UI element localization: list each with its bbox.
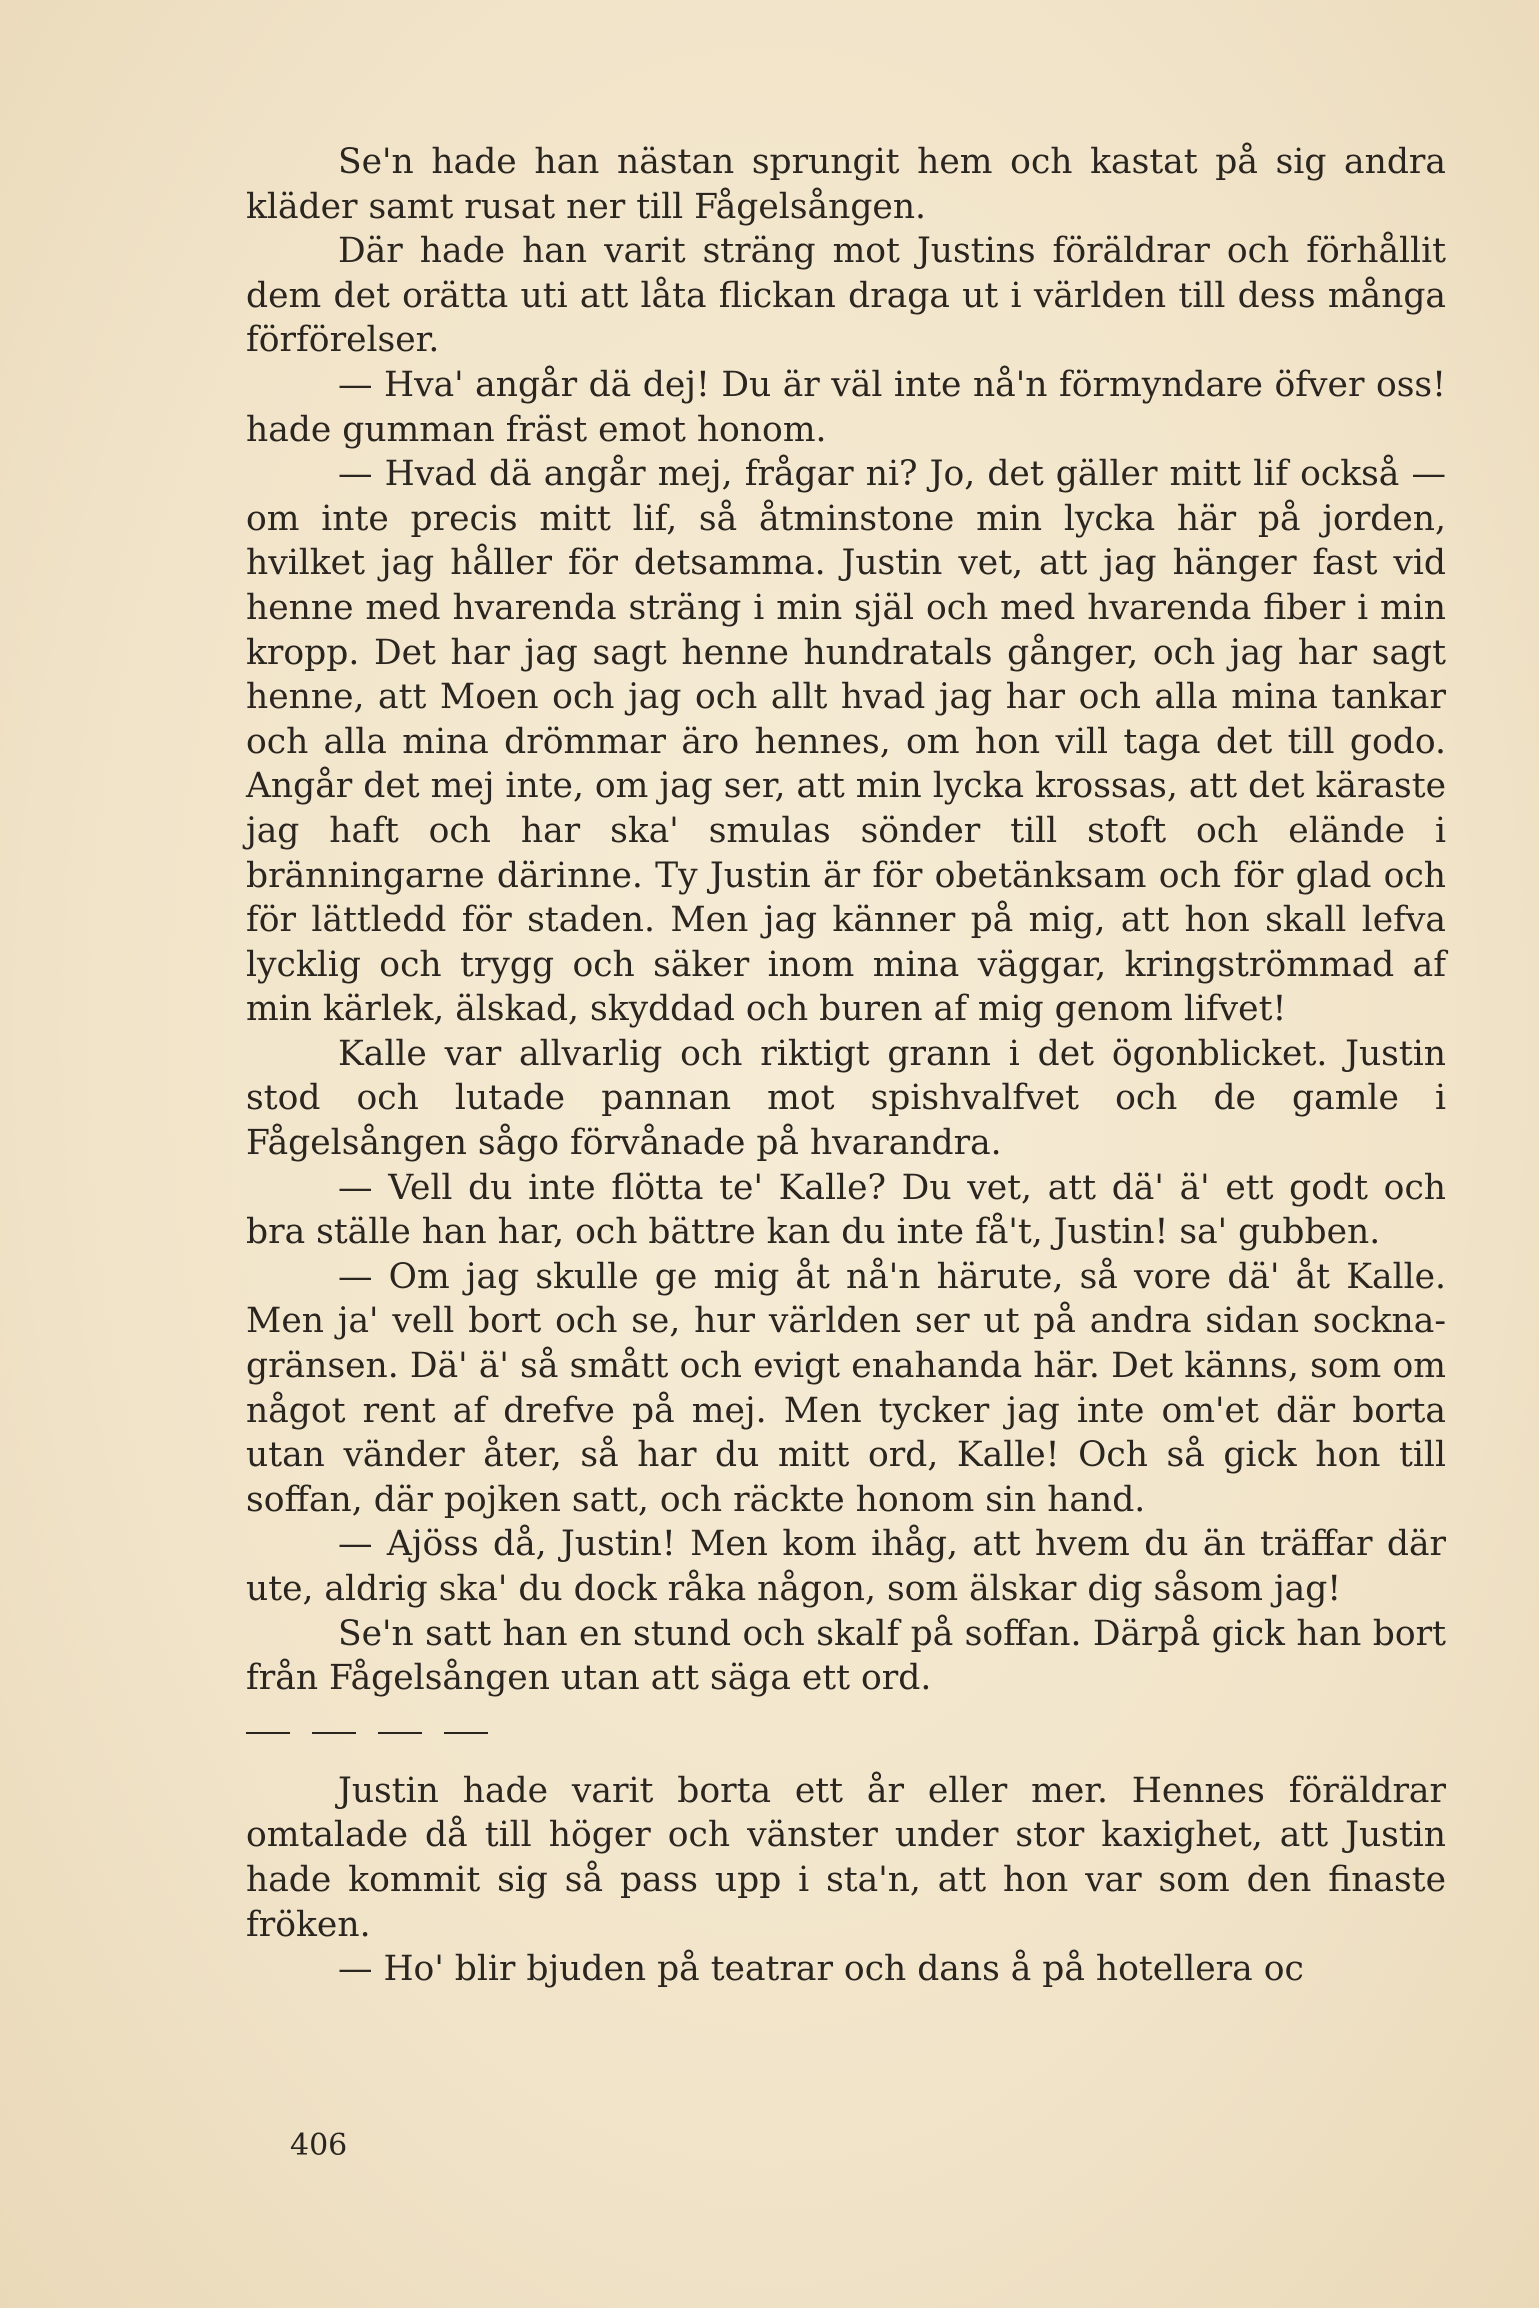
paragraph-8: — Ajöss då, Justin! Men kom ihåg, att hvem du än träffar där ute, aldrig ska' du dock råka någon, som älskar dig såsom jag!: [246, 1524, 1446, 1609]
body-text: [246, 140, 1446, 1992]
paragraph-3: — Hva' angår dä dej! Du är väl inte nå'n förmyndare öfver oss! hade gumman fräst emot honom.: [246, 364, 1446, 450]
paragraph-7: — Om jag skulle ge mig åt nå'n härute, så vore dä' åt Kalle. Men ja' vell bort och se, hur världen ser ut på andra sidan sockna-gränsen. Dä' ä' så smått och evigt enahanda här. Det känns, som om något rent af drefve på mej. Men tycker jag inte om'et där borta utan vänder åter, så har du mitt ord, Kalle! Och så gick hon till soffan, där pojken satt, och räckte honom sin hand.: [246, 1256, 1446, 1520]
paragraph-11: — Ho' blir bjuden på teatrar och dans å på hotellera oc: [338, 1949, 1304, 1990]
separator-dash: [312, 1732, 356, 1734]
separator-dash: [246, 1732, 290, 1734]
paragraph-4: — Hvad dä angår mej, frågar ni? Jo, det gäller mitt lif också — om inte precis mitt lif, så åtminstone min lycka här på jorden, hvilket jag håller för detsamma. Justin vet, att jag hänger fast vid henne med hvarenda sträng i min själ och med hvarenda fiber i min kropp. Det har jag sagt henne hundratals gånger, och jag har sagt henne, att Moen och jag och allt hvad jag har och alla mina tankar och alla mina drömmar äro hennes, om hon vill taga det till godo. Angår det mej inte, om jag ser, att min lycka krossas, att det käraste jag haft och har ska' smulas sönder till stoft och elände i bränningarne därinne. Ty Justin är för obetänksam och för glad och för lättledd för staden. Men jag känner på mig, att hon skall lefva lycklig och trygg och säker inom mina väggar, kringströmmad af min kärlek, älskad, skyddad och buren af mig genom lifvet!: [246, 454, 1446, 1030]
paragraph-5: Kalle var allvarlig och riktigt grann i det ögonblicket. Justin stod och lutade pannan mot spishvalfvet och de gamle i Fågelsången sågo förvånade på hvarandra.: [246, 1033, 1446, 1164]
section-separator: [246, 1723, 1446, 1743]
separator-dash: [378, 1732, 422, 1734]
paragraph-9: Se'n satt han en stund och skalf på soffan. Därpå gick han bort från Fågelsången utan att säga ett ord.: [246, 1613, 1446, 1699]
paragraph-10: Justin hade varit borta ett år eller mer. Hennes föräldrar omtalade då till höger och vänster under stor kaxighet, att Justin hade kommit sig så pass upp i sta'n, att hon var som den finaste fröken.: [246, 1770, 1446, 1945]
page-number: 406: [290, 2128, 348, 2163]
paragraph-2: Där hade han varit sträng mot Justins föräldrar och förhållit dem det orätta uti att låta flickan draga ut i världen till dess många förförelser.: [246, 231, 1446, 361]
separator-dash: [444, 1732, 488, 1734]
paragraph-6: — Vell du inte flötta te' Kalle? Du vet, att dä' ä' ett godt och bra ställe han har, och bättre kan du inte få't, Justin! sa' gubben.: [246, 1167, 1446, 1253]
paragraph-1: Se'n hade han nästan sprungit hem och kastat på sig andra kläder samt rusat ner till Fågelsången.: [246, 142, 1446, 227]
